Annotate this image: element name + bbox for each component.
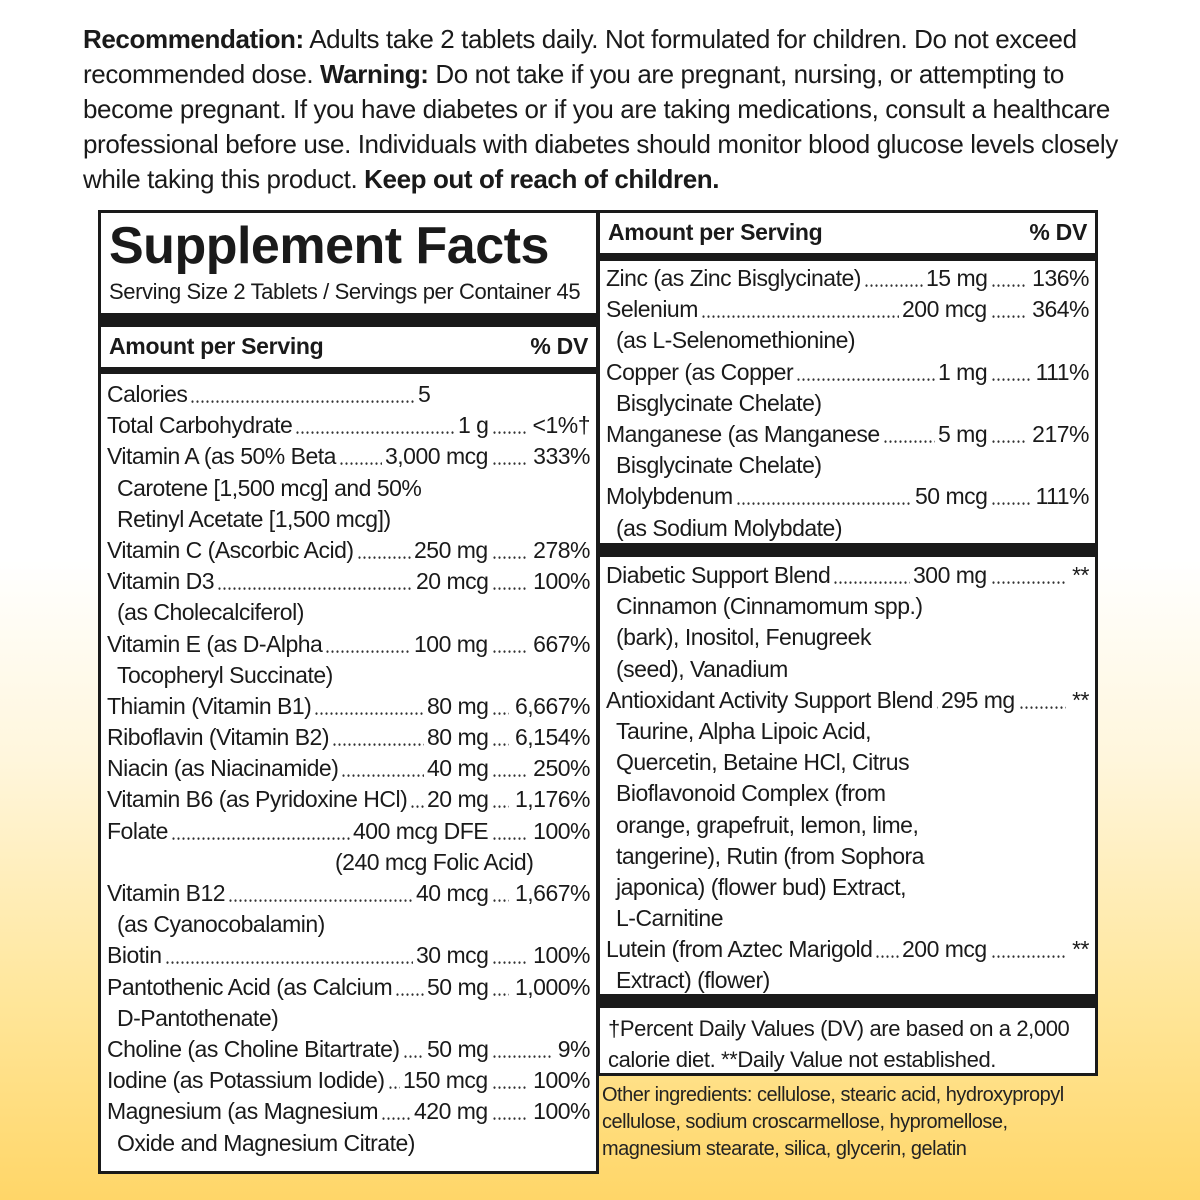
nutrient-dv: 667%: [531, 629, 590, 660]
nutrient-row: [107, 566, 590, 597]
nutrient-list-left: [107, 379, 590, 1159]
leader-dots: [1019, 685, 1066, 716]
thick-divider: [600, 994, 1095, 1008]
footnote: †Percent Daily Values (DV) are based on a 2,000 calorie diet. **Daily Value not established.: [608, 1016, 1070, 1072]
nutrient-name: Choline (as Choline Bitartrate): [107, 1035, 400, 1062]
nutrient-dv: 364%: [1030, 294, 1089, 325]
nutrient-amount: 20 mg: [427, 786, 489, 813]
nutrient-name: Total Carbohydrate: [107, 412, 293, 439]
nutrient-dv: 1,176%: [513, 784, 590, 815]
nutrient-detail: tangerine), Rutin (from Sophora: [616, 842, 924, 869]
nutrient-name: Biotin: [107, 942, 162, 969]
nutrient-row: [107, 629, 590, 660]
leader-dots: [381, 1096, 411, 1127]
leader-dots: [936, 685, 938, 716]
nutrient-detail: Oxide and Magnesium Citrate): [117, 1129, 415, 1156]
nutrient-detail: (bark), Inositol, Fenugreek: [616, 624, 871, 651]
nutrient-amount: 40 mg: [427, 755, 489, 782]
nutrient-row: [107, 940, 590, 971]
nutrient-detail: Extract) (flower): [616, 967, 770, 994]
leader-dots: [492, 691, 509, 722]
leader-dots: [492, 535, 527, 566]
leader-dots: [492, 1065, 527, 1096]
leader-dots: [991, 560, 1066, 591]
nutrient-amount: 420 mg: [414, 1098, 488, 1125]
nutrient-dv: 250%: [531, 753, 590, 784]
nutrient-name: Pantothenic Acid (as Calcium: [107, 973, 393, 1000]
amount-per-serving-label: Amount per Serving: [109, 333, 324, 359]
leader-dots: [883, 419, 935, 450]
nutrient-detail: Bisglycinate Chelate): [616, 452, 822, 479]
nutrient-detail: Carotene [1,500 mcg] and 50%: [117, 474, 422, 501]
leader-dots: [395, 972, 424, 1003]
leader-dots: [190, 379, 415, 410]
nutrient-dv: 1,667%: [513, 878, 590, 909]
leader-dots: [295, 410, 455, 441]
leader-dots: [332, 722, 424, 753]
nutrient-amount: 295 mg: [941, 686, 1015, 713]
nutrient-detail: (as L-Selenomethionine): [616, 327, 856, 354]
dv-label: % DV: [1029, 219, 1087, 245]
nutrient-dv: 111%: [1034, 357, 1089, 388]
leader-dots: [736, 481, 912, 512]
nutrient-name: Copper (as Copper: [606, 358, 794, 385]
nutrient-row: [107, 972, 590, 1003]
nutrient-detail: (240 mcg Folic Acid): [335, 848, 534, 875]
nutrient-row: [107, 816, 590, 847]
medium-divider: [101, 367, 596, 374]
recommendation-text: Adults take 2 tablets daily. Not formulated for children. Do not exceed recommended dose.: [83, 24, 1077, 89]
leader-dots: [991, 481, 1030, 512]
nutrient-row: [107, 722, 590, 753]
nutrient-dv: 278%: [531, 535, 590, 566]
amount-header-right: [608, 219, 1087, 246]
nutrient-amount: 40 mcg: [416, 880, 489, 906]
amount-per-serving-label: Amount per Serving: [608, 219, 823, 245]
nutrient-amount: 80 mg: [427, 724, 489, 751]
dv-label: % DV: [530, 333, 588, 359]
leader-dots: [357, 535, 411, 566]
nutrient-dv: 136%: [1030, 263, 1089, 294]
nutrient-detail: Retinyl Acetate [1,500 mcg]): [117, 505, 391, 532]
nutrient-row: [107, 878, 590, 909]
nutrient-row: [606, 419, 1089, 450]
leader-dots: [165, 940, 413, 971]
nutrient-dv: 217%: [1030, 419, 1089, 450]
nutrient-row: [606, 263, 1089, 294]
nutrient-detail: (as Cyanocobalamin): [117, 911, 325, 938]
nutrient-name: Vitamin C (Ascorbic Acid): [107, 536, 354, 563]
nutrient-detail: D-Pantothenate): [117, 1004, 279, 1031]
leader-dots: [217, 566, 413, 597]
nutrient-amount: 15 mg: [926, 265, 988, 291]
nutrient-detail: orange, grapefruit, lemon, lime,: [616, 811, 919, 838]
leader-dots: [492, 629, 527, 660]
nutrient-dv: **: [1070, 934, 1089, 965]
nutrient-amount: 50 mg: [427, 973, 489, 1000]
nutrient-row: [107, 691, 590, 722]
nutrient-dv: 100%: [531, 566, 590, 597]
nutrient-name: Vitamin A (as 50% Beta: [107, 443, 336, 470]
nutrient-dv: <1%†: [531, 410, 590, 441]
nutrient-row: [606, 934, 1089, 965]
keep-out-of-reach: Keep out of reach of children.: [364, 164, 720, 194]
nutrient-dv: 6,154%: [513, 722, 590, 753]
nutrient-name: Antioxidant Activity Support Blend: [606, 686, 933, 713]
nutrient-row: [606, 357, 1089, 388]
nutrient-amount: 30 mcg: [416, 942, 489, 969]
nutrient-amount: 100 mg: [414, 630, 488, 657]
nutrient-row: [107, 441, 590, 472]
nutrient-row: [107, 379, 590, 410]
nutrient-row: [107, 753, 590, 784]
leader-dots: [492, 972, 509, 1003]
nutrient-detail: (as Cholecalciferol): [117, 599, 304, 626]
supplement-facts-left-panel: [98, 210, 599, 1174]
nutrient-amount: 1 mg: [938, 358, 988, 385]
nutrient-amount: 5 mg: [938, 420, 988, 447]
nutrient-amount: 200 mcg: [902, 936, 987, 963]
leader-dots: [492, 784, 509, 815]
nutrient-name: Iodine (as Potassium Iodide): [107, 1067, 385, 1094]
leader-dots: [991, 263, 1026, 294]
nutrient-name: Vitamin B12: [107, 880, 226, 906]
supplement-facts-right-panel: [597, 210, 1098, 1076]
nutrient-amount: 300 mg: [913, 562, 987, 588]
nutrient-detail: japonica) (flower bud) Extract,: [616, 873, 907, 900]
nutrient-amount: 20 mcg: [416, 568, 489, 595]
nutrient-dv: 111%: [1034, 481, 1089, 512]
nutrient-amount: 400 mcg DFE: [353, 817, 489, 844]
leader-dots: [991, 357, 1030, 388]
leader-dots: [492, 1096, 527, 1127]
nutrient-detail: (seed), Vanadium: [616, 655, 788, 682]
leader-dots: [314, 691, 424, 722]
leader-dots: [833, 560, 910, 591]
leader-dots: [492, 940, 527, 971]
nutrient-row: [107, 1096, 590, 1127]
nutrient-name: Vitamin D3: [107, 568, 215, 595]
nutrient-amount: 3,000 mcg: [385, 443, 488, 470]
warning-text: Do not take if you are pregnant, nursing, or attempting to become pregnant. If you have diabetes or if you are taking medications, consult a healthcare professional before use. Individuals with diabetes should monitor blood glucose levels closely while taking this product.: [83, 59, 1118, 194]
nutrient-row: [107, 784, 590, 815]
nutrient-amount: 5: [418, 381, 431, 407]
leader-dots: [492, 722, 509, 753]
leader-dots: [410, 784, 424, 815]
nutrient-name: Diabetic Support Blend: [606, 562, 831, 588]
leader-dots: [991, 934, 1066, 965]
nutrient-name: Folate: [107, 817, 168, 844]
nutrient-name: Vitamin E (as D-Alpha: [107, 630, 323, 657]
nutrient-name: Lutein (from Aztec Marigold: [606, 936, 873, 963]
nutrient-amount: 80 mg: [427, 692, 489, 719]
nutrient-dv: 100%: [531, 1065, 590, 1096]
nutrient-detail: Bisglycinate Chelate): [616, 389, 822, 416]
nutrient-dv: 6,667%: [513, 691, 590, 722]
leader-dots: [341, 753, 424, 784]
serving-size: Serving Size 2 Tablets / Servings per Container 45: [109, 279, 581, 304]
amount-header: [109, 333, 588, 360]
nutrient-row: [107, 1034, 590, 1065]
nutrient-name: Molybdenum: [606, 483, 733, 510]
nutrient-detail: Taurine, Alpha Lipoic Acid,: [616, 717, 872, 744]
nutrient-name: Magnesium (as Magnesium: [107, 1098, 379, 1125]
nutrient-row: [107, 535, 590, 566]
nutrient-amount: 150 mcg: [403, 1067, 488, 1094]
leader-dots: [492, 753, 527, 784]
other-ingredients: Other ingredients: cellulose, stearic acid, hydroxypropyl cellulose, sodium croscarmellose, hypromellose, magnesium stearate, silica, glycerin, gelatin: [602, 1084, 1064, 1160]
nutrient-name: Zinc (as Zinc Bisglycinate): [606, 265, 861, 291]
nutrient-list-right: [606, 263, 1089, 544]
nutrient-name: Niacin (as Niacinamide): [107, 755, 339, 782]
nutrient-row: [606, 685, 1089, 716]
leader-dots: [492, 878, 509, 909]
warning-label: Warning:: [320, 59, 429, 89]
nutrient-amount: 50 mg: [427, 1035, 489, 1062]
nutrient-row: [606, 481, 1089, 512]
nutrient-dv: 100%: [531, 816, 590, 847]
nutrient-dv: **: [1070, 685, 1089, 716]
nutrient-name: Thiamin (Vitamin B1): [107, 692, 312, 719]
leader-dots: [339, 441, 382, 472]
nutrient-name: Selenium: [606, 296, 698, 323]
nutrient-detail: Tocopheryl Succinate): [117, 661, 333, 688]
leader-dots: [991, 419, 1026, 450]
nutrient-row: [606, 560, 1089, 591]
leader-dots: [325, 629, 411, 660]
nutrient-dv: 1,000%: [513, 972, 590, 1003]
nutrient-dv: 100%: [531, 1096, 590, 1127]
blend-list: [606, 560, 1089, 997]
leader-dots: [171, 816, 350, 847]
nutrient-name: Calories: [107, 381, 188, 407]
leader-dots: [864, 263, 923, 294]
nutrient-amount: 200 mcg: [902, 296, 987, 323]
leader-dots: [492, 566, 527, 597]
nutrient-row: [107, 410, 590, 441]
supplement-facts-title: Supplement Facts: [109, 217, 549, 275]
leader-dots: [492, 441, 527, 472]
leader-dots: [388, 1065, 400, 1096]
nutrient-amount: 50 mcg: [915, 483, 988, 510]
nutrient-row: [606, 294, 1089, 325]
leader-dots: [228, 878, 413, 909]
leader-dots: [701, 294, 899, 325]
nutrient-detail: Quercetin, Betaine HCl, Citrus: [616, 749, 910, 776]
nutrient-dv: **: [1070, 560, 1089, 591]
leader-dots: [991, 294, 1026, 325]
leader-dots: [796, 357, 935, 388]
leader-dots: [492, 1034, 552, 1065]
nutrient-dv: 333%: [531, 441, 590, 472]
leader-dots: [492, 816, 527, 847]
nutrient-dv: 100%: [531, 940, 590, 971]
recommendation-label: Recommendation:: [83, 24, 304, 54]
nutrient-amount: 250 mg: [414, 536, 488, 563]
nutrient-detail: Bioflavonoid Complex (from: [616, 780, 886, 807]
nutrient-name: Manganese (as Manganese: [606, 420, 880, 447]
nutrient-amount: 1 g: [458, 412, 489, 439]
thick-divider: [600, 543, 1095, 557]
nutrient-row: [107, 1065, 590, 1096]
nutrient-dv: 9%: [556, 1034, 590, 1065]
leader-dots: [875, 934, 899, 965]
nutrient-name: Vitamin B6 (as Pyridoxine HCl): [107, 786, 408, 813]
nutrient-detail: L-Carnitine: [616, 905, 723, 932]
thick-divider: [101, 313, 596, 327]
medium-divider: [600, 253, 1095, 261]
nutrient-name: Riboflavin (Vitamin B2): [107, 724, 330, 751]
nutrient-detail: (as Sodium Molybdate): [616, 514, 842, 541]
leader-dots: [492, 410, 527, 441]
leader-dots: [403, 1034, 424, 1065]
usage-warning-text: [83, 22, 1143, 197]
nutrient-detail: Cinnamon (Cinnamomum spp.): [616, 593, 923, 620]
